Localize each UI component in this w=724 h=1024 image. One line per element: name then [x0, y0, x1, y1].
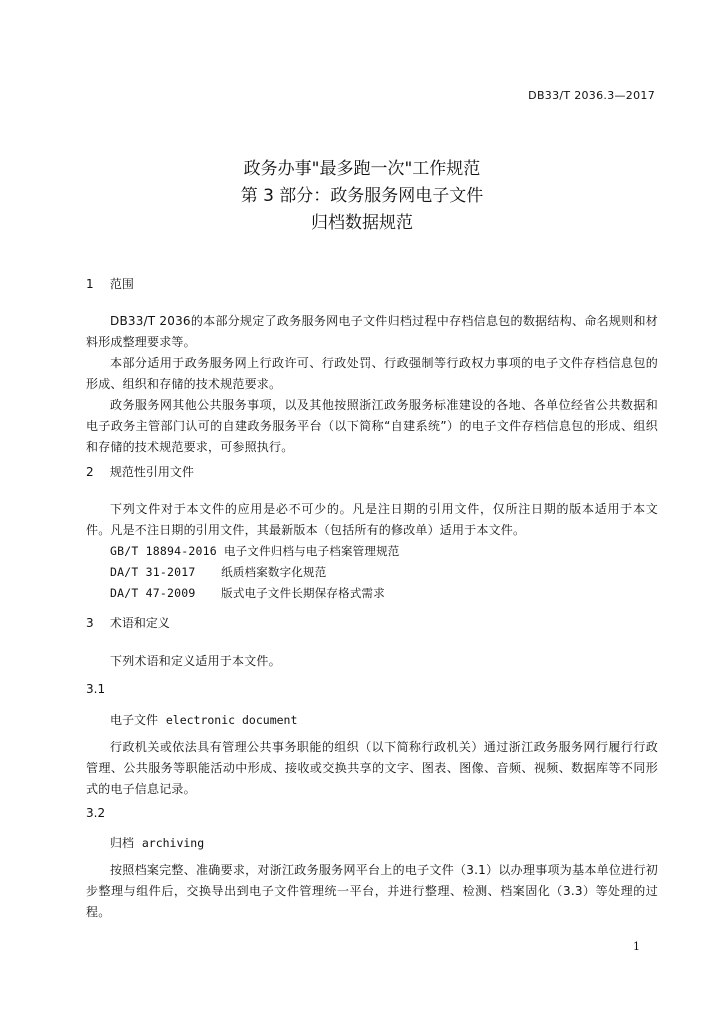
- section-2-number: 2: [86, 465, 94, 479]
- section-3-intro: 下列术语和定义适用于本文件。: [110, 654, 281, 668]
- section-3-heading: [86, 614, 170, 632]
- reference-code: DA/T 31-2017: [110, 565, 196, 579]
- page-number: 1: [633, 940, 640, 953]
- section-1-title: 范围: [109, 277, 134, 291]
- reference-code: GB/T 18894-2016: [110, 544, 217, 558]
- term-3-2-zh: 归档: [110, 836, 135, 850]
- reference-item: [86, 583, 658, 604]
- term-3-1-definition-block: [86, 737, 658, 800]
- standard-code: DB33/T 2036.3—2017: [528, 89, 655, 102]
- term-3-1-definition: 行政机关或依法具有管理公共事务职能的组织（以下简称行政机关）通过浙江政务服务网行履行行政管理、公共服务等职能活动中形成、接收或交换共享的文字、图表、图像、音频、视频、数据库等不同形式的电子信息记录。: [86, 740, 658, 796]
- section-1-paragraph-2: 本部分适用于政务服务网上行政许可、行政处罚、行政强制等行政权力事项的电子文件存档信息包的形成、组织和存储的技术规范要求。: [86, 356, 658, 391]
- reference-code: DA/T 47-2009: [110, 586, 196, 600]
- term-3-2-definition: 按照档案完整、准确要求，对浙江政务服务网平台上的电子文件（3.1）以办理事项为基本单位进行初步整理与组件后，交换导出到电子文件管理统一平台，并进行整理、检测、档案固化（3.3）等处理的过程。: [86, 863, 658, 919]
- section-3-intro-block: [86, 651, 658, 672]
- reference-item: [86, 562, 658, 583]
- section-2-title: 规范性引用文件: [109, 465, 194, 479]
- term-3-2-definition-block: [86, 860, 658, 923]
- reference-name: 版式电子文件长期保存格式需求: [221, 586, 385, 600]
- section-1-paragraph-1: DB33/T 2036的本部分规定了政务服务网电子文件归档过程中存档信息包的数据结构、命名规则和材料形成整理要求等。: [86, 314, 658, 349]
- term-3-2-title: [110, 834, 204, 851]
- reference-name: 电子文件归档与电子档案管理规范: [223, 544, 400, 558]
- section-1-paragraph-3: 政务服务网其他公共服务事项，以及其他按照浙江政务服务标准建设的各地、各单位经省公共数据和电子政务主管部门认可的自建政务服务平台（以下简称“自建系统”）的电子文件存档信息包的形成、组织和存储的技术规范要求，可参照执行。: [86, 398, 658, 454]
- title-line-3: 归档数据规范: [311, 213, 413, 233]
- title-line-2: 第 3 部分：政务服务网电子文件: [240, 186, 484, 206]
- section-1-number: 1: [86, 277, 94, 291]
- section-2-heading: [86, 463, 194, 481]
- section-1-body: [86, 311, 658, 458]
- reference-list: [86, 541, 658, 604]
- document-title: [0, 156, 724, 237]
- section-3-title: 术语和定义: [109, 616, 170, 630]
- section-2-intro: 下列文件对于本文件的应用是必不可少的。凡是注日期的引用文件，仅所注日期的版本适用于本文件。凡是不注日期的引用文件，其最新版本（包括所有的修改单）适用于本文件。: [86, 502, 658, 537]
- term-3-1-title: [110, 711, 297, 728]
- section-1-heading: [86, 275, 134, 293]
- term-3-2-number: 3.2: [86, 806, 106, 820]
- term-3-2-en: archiving: [141, 836, 205, 850]
- title-line-1: 政务办事"最多跑一次"工作规范: [243, 159, 481, 179]
- term-3-1-zh: 电子文件: [110, 713, 159, 727]
- section-2-body: [86, 499, 658, 604]
- reference-item: [86, 541, 658, 562]
- term-3-1-number: 3.1: [86, 682, 106, 696]
- reference-name: 纸质档案数字化规范: [221, 565, 327, 579]
- section-3-number: 3: [86, 616, 94, 630]
- term-3-1-en: electronic document: [165, 713, 298, 727]
